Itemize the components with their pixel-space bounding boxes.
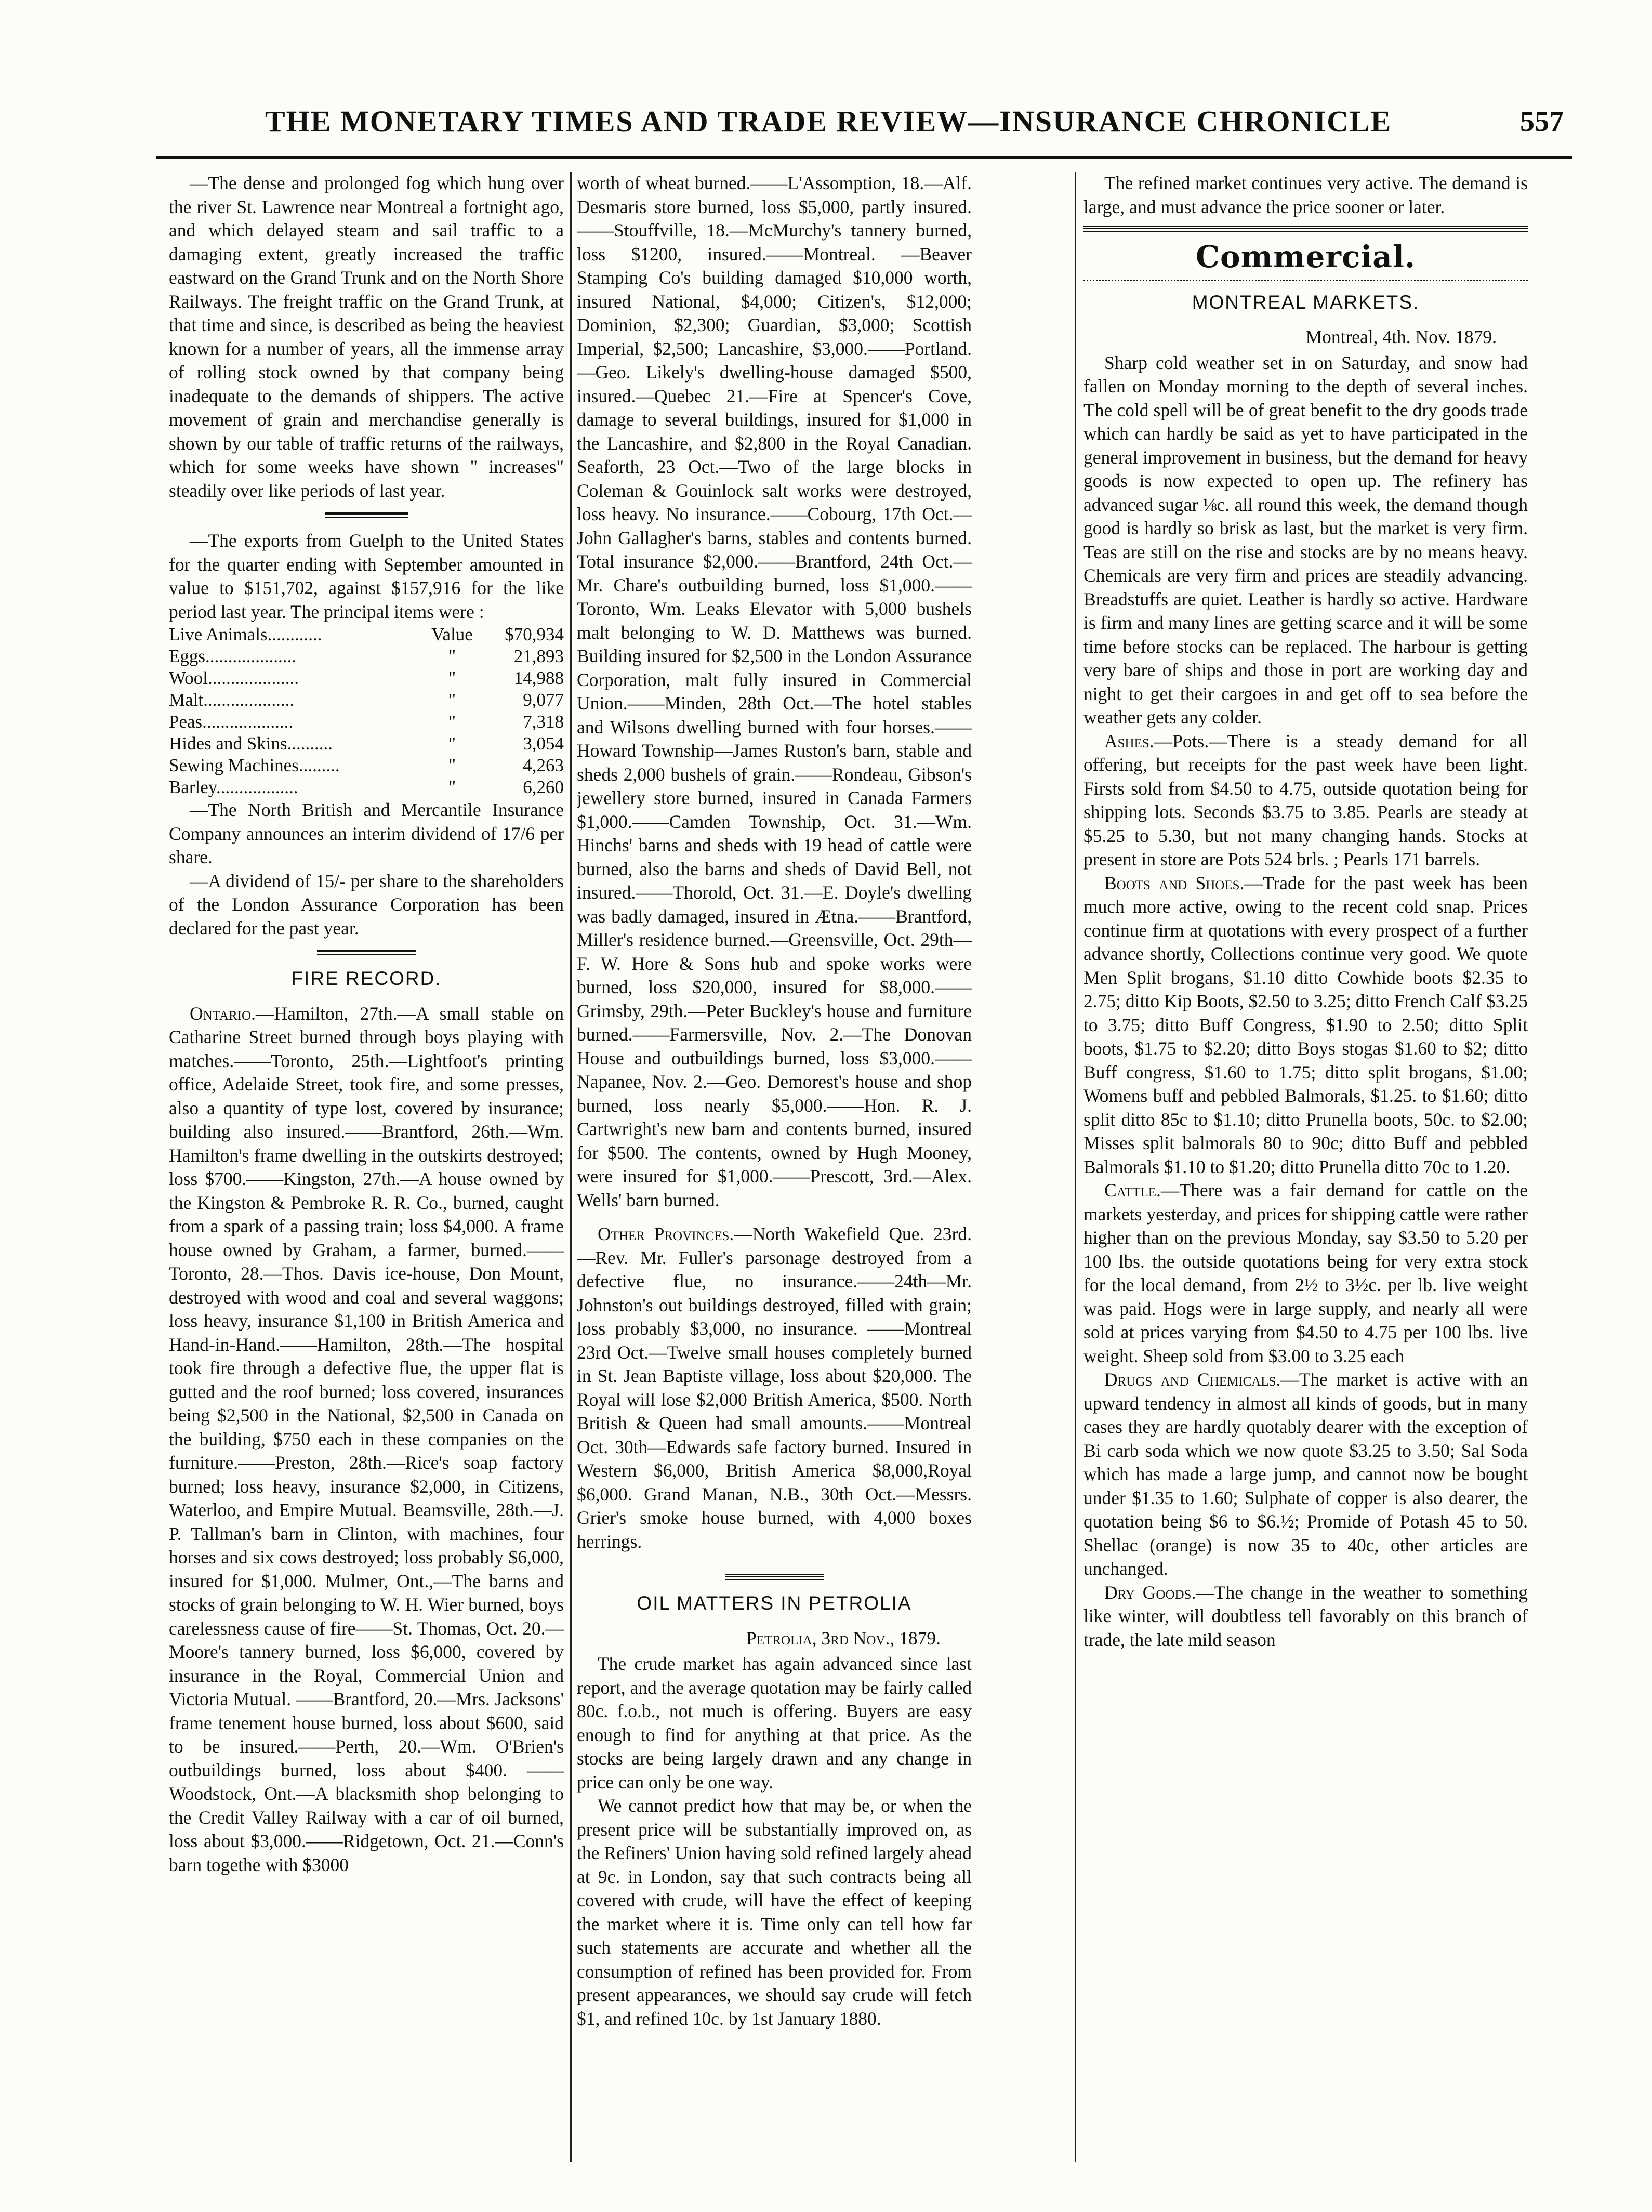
column-divider xyxy=(570,172,572,2162)
article-north-british: —The North British and Mercantile Insurance Company announces an interim dividend of 17/6 per share. xyxy=(169,799,564,867)
article-london-assurance: —A dividend of 15/- per share to the shareholders of the London Assurance Corporation has been declared for the past year. xyxy=(169,870,564,939)
page-header xyxy=(0,99,1652,156)
exports-row xyxy=(169,689,564,711)
exports-unit: " xyxy=(448,733,456,754)
fire-record-other-provinces xyxy=(577,1222,972,1553)
exports-value: 6,260 xyxy=(523,777,564,797)
exports-value: 21,893 xyxy=(513,646,564,666)
exports-unit: " xyxy=(448,646,456,666)
separator-rule xyxy=(325,512,408,518)
exports-item: Live Animals............ xyxy=(169,624,322,644)
exports-value: 14,988 xyxy=(513,668,564,688)
column-divider xyxy=(1075,172,1076,2162)
drugs-text: —The market is active with an upward tendency in almost all kinds of goods, but in many cases they are hardly quotably dearer with the exception of Bi carb soda which we now quote $3.25 to 3.50; Sal Soda which has made a large jump, and cannot now be bought under $1.35 to 1.60; Sulphate of copper is also dearer, the quotation being $6 to $6.½; Promide of Potash 45 to 50. Shellac (orange) is now 35 to 40c, other articles are unchanged. xyxy=(1083,1369,1528,1579)
markets-ashes xyxy=(1083,730,1528,872)
boots-text: —Trade for the past week has been much more active, owing to the recent cold snap. Prices continue firm at quotations with every prospect of a further advance shortly, Collections continue very good. We quote Men Split brogans, $1.10 ditto Cowhide boots $2.35 to 2.75; ditto Kip Boots, $2.50 to 3.25; ditto French Calf $3.25 to 3.75; ditto Buff Congress, $1.90 to 2.50; ditto Split boots, $1.75 to $2.20; ditto Boys stogas $1.60 to $2; ditto Buff congress, $1.60 to 1.75; ditto split brogans, $1.00; Womens buff and pebbled Balmorals, $1.25. to $1.60; ditto split ditto 85c to $1.10; ditto Prunella boots, 50c. to $2.00; Misses split balmorals 80 to 90c; ditto Buff and pebbled Balmorals $1.10 to $1.20; ditto Prunella ditto 70c to 1.20. xyxy=(1083,872,1528,1177)
cattle-lead: Cattle. xyxy=(1104,1180,1161,1201)
dry-goods-lead: Dry Goods. xyxy=(1104,1582,1196,1603)
commercial-heading: Commercial. xyxy=(1195,239,1416,274)
exports-row xyxy=(169,776,564,798)
exports-row xyxy=(169,646,564,667)
exports-table xyxy=(169,624,564,798)
markets-cattle xyxy=(1083,1179,1528,1368)
column-3 xyxy=(1083,172,1528,2162)
fire-record-ontario xyxy=(169,1002,564,1877)
exports-value: 3,054 xyxy=(523,733,564,754)
exports-item: Malt.................... xyxy=(169,690,295,710)
markets-drugs xyxy=(1083,1368,1528,1581)
dry-goods-text: —The change in the weather to something like winter, will doubtless tell favorably on this branch of trade, the late mild season xyxy=(1083,1582,1528,1650)
other-provinces-text: —North Wakefield Que. 23rd.—Rev. Mr. Fuller's parsonage destroyed from a defective flue, no insurance.——24th—Mr. Johnston's out buildings destroyed, filled with grain; loss probably $3,000, no insurance. ——Montreal 23rd Oct.—Twelve small houses completely burned in St. Jean Baptiste village, loss about $20,000. The Royal will lose $2,000 British America, $500. North British & Queen had small amounts.——Montreal Oct. 30th—Edwards safe factory burned. Insured in Western $6,000, British America $8,000,Royal $6,000. Grand Manan, N.B., 30th Oct.—Messrs. Grier's smoke house burned, with 4,000 boxes herrings. xyxy=(577,1223,972,1552)
exports-value: 9,077 xyxy=(523,690,564,710)
wavy-rule xyxy=(1083,274,1528,281)
separator-rule xyxy=(725,1574,824,1580)
drugs-lead: Drugs and Chemicals. xyxy=(1104,1369,1281,1390)
exports-item: Wool.................... xyxy=(169,668,299,688)
page-number: 557 xyxy=(1520,106,1564,138)
exports-unit: " xyxy=(448,777,456,797)
exports-row xyxy=(169,667,564,689)
exports-item: Peas.................... xyxy=(169,712,294,732)
oil-matters-heading: OIL MATTERS IN PETROLIA xyxy=(637,1592,912,1614)
ashes-lead: Ashes. xyxy=(1104,730,1154,752)
fire-record-heading: FIRE RECORD. xyxy=(291,968,442,989)
fire-record-continued: worth of wheat burned.——L'Assomption, 18.—Alf. Desmaris store burned, loss $5,000, partly insured.——Stouffville, 18.—McMurchy's tannery burned, loss $1200, insured.——Montreal. —Beaver Stamping Co's building damaged $10,000 worth, insured National, $4,000; Citizen's, $12,000; Dominion, $2,300; Guardian, $3,000; Scottish Imperial, $2,500; Lancashire, $3,000.——Portland.—Geo. Likely's dwelling-house damaged $500, insured.—Quebec 21.—Fire at Spencer's Cove, damage to several buildings, insured for $1,000 in the Lancashire, and $2,800 in the Royal Canadian. Seaforth, 23 Oct.—Two of the large blocks in Coleman & Gouinlock salt works were destroyed, loss heavy. No insurance.——Cobourg, 17th Oct.—John Gallagher's barns, stables and contents burned. Total insurance $2,000.——Brantford, 24th Oct.—Mr. Chare's outbuilding burned, loss $1,000.——Toronto, Wm. Leaks Elevator with 5,000 bushels malt belonging to W. D. Matthews was burned. Building insured for $2,500 in the London Assurance Corporation, malt fully insured in Commercial Union.——Minden, 28th Oct.—The hotel stables and Wilsons dwelling burned with four horses.——Howard Township—James Ruston's barn, stable and sheds 2,000 bushels of grain.——Rondeau, Gibson's jewellery store burned, insured in Canada Farmers $1,000.——Camden Township, Oct. 31.—Wm. Hinchs' barns and sheds with 19 head of cattle were burned, also the barns and sheds of David Bell, not insured.——Thorold, Oct. 31.—E. Doyle's dwelling was badly damaged, insured in Ætna.——Brantford, Miller's residence burned.—Greensville, Oct. 29th—F. W. Hore & Sons hub and spoke works were burned, loss $20,000, insured for $8,000.——Grimsby, 29th.—Peter Buckley's house and furniture burned.——Farmersville, Nov. 2.—The Donovan House and outbuildings burned, loss $3,000.——Napanee, Nov. 2.—Geo. Demorest's house and shop burned, loss nearly $5,000.——Hon. R. J. Cartwright's new barn and contents burned, insured for $500. The contents, owned by Hugh Mooney, were insured for $1,000.——Prescott, 3rd.—Alex. Wells' barn burned. xyxy=(577,173,972,1210)
montreal-markets-heading: MONTREAL MARKETS. xyxy=(1192,291,1420,313)
markets-intro: Sharp cold weather set in on Saturday, and snow had fallen on Monday morning to the depth of several inches. The cold spell will be of great benefit to the dry goods trade which can hardly be said as yet to have participated in the general improvement in business, but the demand for heavy goods is now expected to open up. The refinery has advanced sugar ⅛c. all round this week, the demand though good is hardly so brisk as last, but the market is very firm. Teas are still on the rise and stocks are by no means heavy. Chemicals are very firm and prices are steadily advancing. Breadstuffs are quiet. Leather is hardly so active. Hardware is firm and many lines are getting scarce and it will be some time before stocks can be replaced. The harbour is getting very bare of ships and those in port are working day and night to get their cargoes in and get off to sea before the weather gets any colder. xyxy=(1083,352,1528,728)
header-rule xyxy=(156,156,1572,159)
exports-unit: " xyxy=(448,712,456,732)
exports-row xyxy=(169,755,564,776)
oil-paragraph-1: The crude market has again advanced since last report, and the average quotation may be fairly called 80c. f.o.b., not much is offering. Buyers are easy enough to find for anything at that price. As the stocks are being largely drawn and any change in price can only be one way. xyxy=(577,1653,972,1793)
boots-lead: Boots and Shoes. xyxy=(1104,872,1245,893)
exports-unit: Value xyxy=(431,624,473,644)
exports-unit: " xyxy=(448,755,456,775)
other-provinces-lead: Other Provinces. xyxy=(598,1223,734,1244)
exports-value: $70,934 xyxy=(505,624,564,644)
cattle-text: —There was a fair demand for cattle on the markets yesterday, and prices for shipping cattle were rather higher than on the previous Monday, say $3.50 to 5.20 per 100 lbs. the outside quotations being for very extra stock for the local demand, from 2½ to 3½c. per lb. live weight was paid. Hogs were in large supply, and nearly all were sold at prices varying from $4.50 to 4.75 per 100 lbs. live weight. Sheep sold from $3.00 to 3.25 each xyxy=(1083,1180,1528,1366)
exports-item: Eggs.................... xyxy=(169,646,296,666)
exports-value: 4,263 xyxy=(523,755,564,775)
exports-row xyxy=(169,733,564,755)
exports-value: 7,318 xyxy=(523,712,564,732)
oil-dateline: Petrolia, 3rd Nov., 1879. xyxy=(746,1627,941,1649)
markets-dateline: Montreal, 4th. Nov. 1879. xyxy=(1305,326,1497,347)
exports-item: Hides and Skins.......... xyxy=(169,733,333,754)
oil-paragraph-2: We cannot predict how that may be, or when the present price will be substantially improved on, as the Refiners' Union having sold refined largely ahead at 9c. in London, say that such contracts being all covered with crude, will have the effect of keeping the market where it is. Time only can tell how far such statements are accurate and whether all the consumption of refined has been provided for. From present appearances, we should say crude will fetch $1, and refined 10c. by 1st January 1880. xyxy=(577,1795,972,2029)
column-2 xyxy=(577,172,972,2162)
markets-dry-goods xyxy=(1083,1581,1528,1652)
article-fog: —The dense and prolonged fog which hung over the river St. Lawrence near Montreal a fortnight ago, and which delayed steam and sail traffic to a damaging extent, greatly increased the traffic eastward on the Grand Trunk and on the North Shore Railways. The freight traffic on the Grand Trunk, at that time and since, is described as being the heaviest known for a number of years, all the immense array of rolling stock owned by that company being inadequate to the demands of shippers. The active movement of grain and merchandise generally is shown by our table of traffic returns of the railways, which for some weeks have shown " increases" steadily over like periods of last year. xyxy=(169,173,564,501)
exports-row xyxy=(169,711,564,733)
exports-item: Barley.................. xyxy=(169,777,298,797)
separator-rule xyxy=(317,950,416,955)
ashes-text: —Pots.—There is a steady demand for all offering, but receipts for the past week have been light. Firsts sold from $4.50 to 4.75, outside quotation being for shipping lots. Seconds $3.75 to 3.85. Pearls are steady at $5.25 to 5.30, but not many changing hands. Stocks at present in store are Pots 524 brls. ; Pearls 171 barrels. xyxy=(1083,730,1528,870)
exports-row xyxy=(169,624,564,646)
article-refined-market: The refined market continues very active. The demand is large, and must advance the price sooner or later. xyxy=(1083,173,1528,217)
column-1 xyxy=(169,172,564,2162)
exports-item: Sewing Machines......... xyxy=(169,755,340,775)
separator-rule xyxy=(1083,226,1528,232)
exports-unit: " xyxy=(448,668,456,688)
fire-record-lead: Ontario. xyxy=(190,1003,256,1024)
article-guelph-exports: —The exports from Guelph to the United States for the quarter ending with September amounted in value to $151,702, against $157,916 for the like period last year. The principal items were : xyxy=(169,530,564,622)
exports-unit: " xyxy=(448,690,456,710)
publication-title: THE MONETARY TIMES AND TRADE REVIEW—INSURANCE CHRONICLE xyxy=(265,104,1392,138)
fire-record-text: —Hamilton, 27th.—A small stable on Catharine Street burned through boys playing with matches.——Toronto, 25th.—Lightfoot's printing office, Adelaide Street, took fire, and some presses, also a quantity of type lost, covered by insurance; building also insured.——Brantford, 26th.—Wm. Hamilton's frame dwelling in the outskirts destroyed; loss $700.——Kingston, 27th.—A house owned by the Kingston & Pembroke R. R. Co., burned, caught from a spark of a passing train; loss $4,000. A frame house owned by Graham, a farmer, burned.——Toronto, 28.—Thos. Davis ice-house, Don Mount, destroyed with wood and coal and several waggons; loss heavy, insurance $1,100 in British America and Hand-in-Hand.——Hamilton, 28th.—The hospital took fire through a defective flue, the upper flat is gutted and the roof burned; loss covered, insurances being $2,500 in the National, $2,500 in Canada on the building, $750 each in these companies on the furniture.——Preston, 28th.—Rice's soap factory burned; loss heavy, insurance $2,000, in Citizens, Waterloo, and Empire Mutual. Beamsville, 28th.—J. P. Tallman's barn in Clinton, with machines, four horses and six cows destroyed; loss probably $6,000, insured for $1,000. Mulmer, Ont.,—The barns and stocks of grain belonging to W. H. Wier burned, boys carelessness cause of fire——St. Thomas, Oct. 20.—Moore's tannery burned, loss $6,000, covered by insurance in the Royal, Commercial Union and Victoria Mutual. ——Brantford, 20.—Mrs. Jacksons' frame tenement house burned, loss about $600, said to be insured.——Perth, 20.—Wm. O'Brien's outbuildings burned, loss about $400. ——Woodstock, Ont.—A blacksmith shop belonging to the Credit Valley Railway with a car of oil burned, loss about $3,000.——Ridgetown, Oct. 21.—Conn's barn togethe with $3000 xyxy=(169,1003,564,1875)
markets-boots-shoes xyxy=(1083,872,1528,1179)
